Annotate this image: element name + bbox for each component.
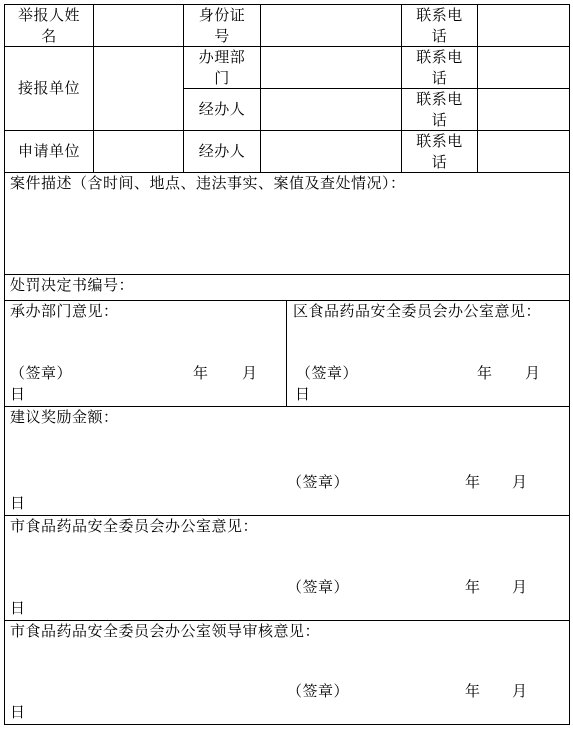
reporter-phone-field[interactable] xyxy=(478,5,569,46)
city-office-opinion-label: 市食品药品安全委员会办公室意见： xyxy=(10,517,259,535)
penalty-decision-number-label: 处罚决定书编号： xyxy=(10,276,135,294)
report-reward-application-form xyxy=(4,4,570,725)
receiving-handler-phone-label-cell xyxy=(402,89,477,130)
city-office-leader-review-cell xyxy=(5,621,569,724)
handling-dept-label: 办理部门 xyxy=(198,47,246,87)
receiving-unit-label: 接报单位 xyxy=(17,79,80,97)
reporter-name-label: 举报人姓名 xyxy=(17,5,80,45)
reporter-id-number-label: 身份证号 xyxy=(198,5,246,45)
district-office-day-label: 日 xyxy=(295,385,311,403)
suggested-reward-year-label: 年 xyxy=(465,473,481,491)
case-description-field[interactable] xyxy=(5,194,569,274)
city-office-month-label: 月 xyxy=(512,578,528,596)
penalty-decision-number-field[interactable] xyxy=(137,275,569,300)
penalty-decision-cell xyxy=(5,275,569,300)
suggested-reward-month-label: 月 xyxy=(512,473,528,491)
applying-handler-phone-field[interactable] xyxy=(478,131,569,172)
district-office-opinion-field[interactable] xyxy=(287,322,569,363)
suggested-reward-day-label: 日 xyxy=(10,494,26,512)
city-leader-day-label: 日 xyxy=(10,703,26,721)
applying-unit-field[interactable] xyxy=(94,131,183,172)
reporter-id-number-field[interactable] xyxy=(261,5,401,46)
undertaking-dept-opinion-cell xyxy=(5,301,286,406)
applying-unit-label: 申请单位 xyxy=(17,142,80,160)
applying-handler-phone-label-cell xyxy=(402,131,477,172)
city-office-opinion-field[interactable] xyxy=(5,537,569,577)
district-office-month-label: 月 xyxy=(525,364,541,382)
district-office-opinion-cell xyxy=(287,301,569,406)
district-office-seal-label: （签章） xyxy=(296,364,359,382)
receiving-handler-field[interactable] xyxy=(261,89,401,130)
undertaking-dept-opinion-field[interactable] xyxy=(5,322,286,363)
handling-dept-field[interactable] xyxy=(261,47,401,88)
applying-handler-label: 经办人 xyxy=(198,142,246,160)
reporter-phone-label: 联系电话 xyxy=(416,5,463,45)
suggested-reward-label: 建议奖励金额： xyxy=(10,408,119,426)
suggested-reward-cell xyxy=(5,407,569,515)
city-leader-seal-label: （签章） xyxy=(287,682,350,700)
district-office-year-label: 年 xyxy=(477,364,493,382)
reporter-id-number-label-cell xyxy=(184,5,260,46)
city-leader-month-label: 月 xyxy=(512,682,528,700)
applying-unit-label-cell xyxy=(5,131,93,172)
receiving-unit-label-cell xyxy=(5,47,93,130)
undertaking-dept-month-label: 月 xyxy=(242,364,258,382)
receiving-handler-phone-label: 联系电话 xyxy=(416,89,463,129)
city-office-leader-review-label: 市食品药品安全委员会办公室领导审核意见： xyxy=(10,622,321,640)
suggested-reward-field[interactable] xyxy=(5,428,569,472)
handling-dept-phone-field[interactable] xyxy=(478,47,569,88)
undertaking-dept-day-label: 日 xyxy=(10,385,26,403)
undertaking-dept-opinion-label: 承办部门意见： xyxy=(10,302,119,320)
city-office-year-label: 年 xyxy=(465,578,481,596)
receiving-handler-phone-field[interactable] xyxy=(478,89,569,130)
city-office-day-label: 日 xyxy=(10,599,26,617)
city-leader-year-label: 年 xyxy=(465,682,481,700)
applying-handler-field[interactable] xyxy=(261,131,401,172)
reporter-name-field[interactable] xyxy=(94,5,183,46)
applying-handler-phone-label: 联系电话 xyxy=(416,131,463,171)
applying-handler-label-cell xyxy=(184,131,260,172)
handling-dept-phone-label-cell xyxy=(402,47,477,88)
undertaking-dept-seal-label: （签章） xyxy=(10,364,73,382)
receiving-handler-label-cell xyxy=(184,89,260,130)
case-description-cell xyxy=(5,173,569,274)
receiving-unit-field[interactable] xyxy=(94,47,183,130)
receiving-handler-label: 经办人 xyxy=(198,100,246,118)
suggested-reward-seal-label: （签章） xyxy=(287,473,350,491)
handling-dept-phone-label: 联系电话 xyxy=(416,47,463,87)
reporter-phone-label-cell xyxy=(402,5,477,46)
city-office-opinion-cell xyxy=(5,516,569,620)
city-office-seal-label: （签章） xyxy=(287,578,350,596)
district-office-opinion-label: 区食品药品安全委员会办公室意见： xyxy=(293,302,542,320)
city-office-leader-review-field[interactable] xyxy=(5,642,569,681)
reporter-name-label-cell xyxy=(5,5,93,46)
undertaking-dept-year-label: 年 xyxy=(193,364,209,382)
handling-dept-label-cell xyxy=(184,47,260,88)
case-description-label: 案件描述（含时间、地点、违法事实、案值及查处情况）： xyxy=(10,174,406,192)
